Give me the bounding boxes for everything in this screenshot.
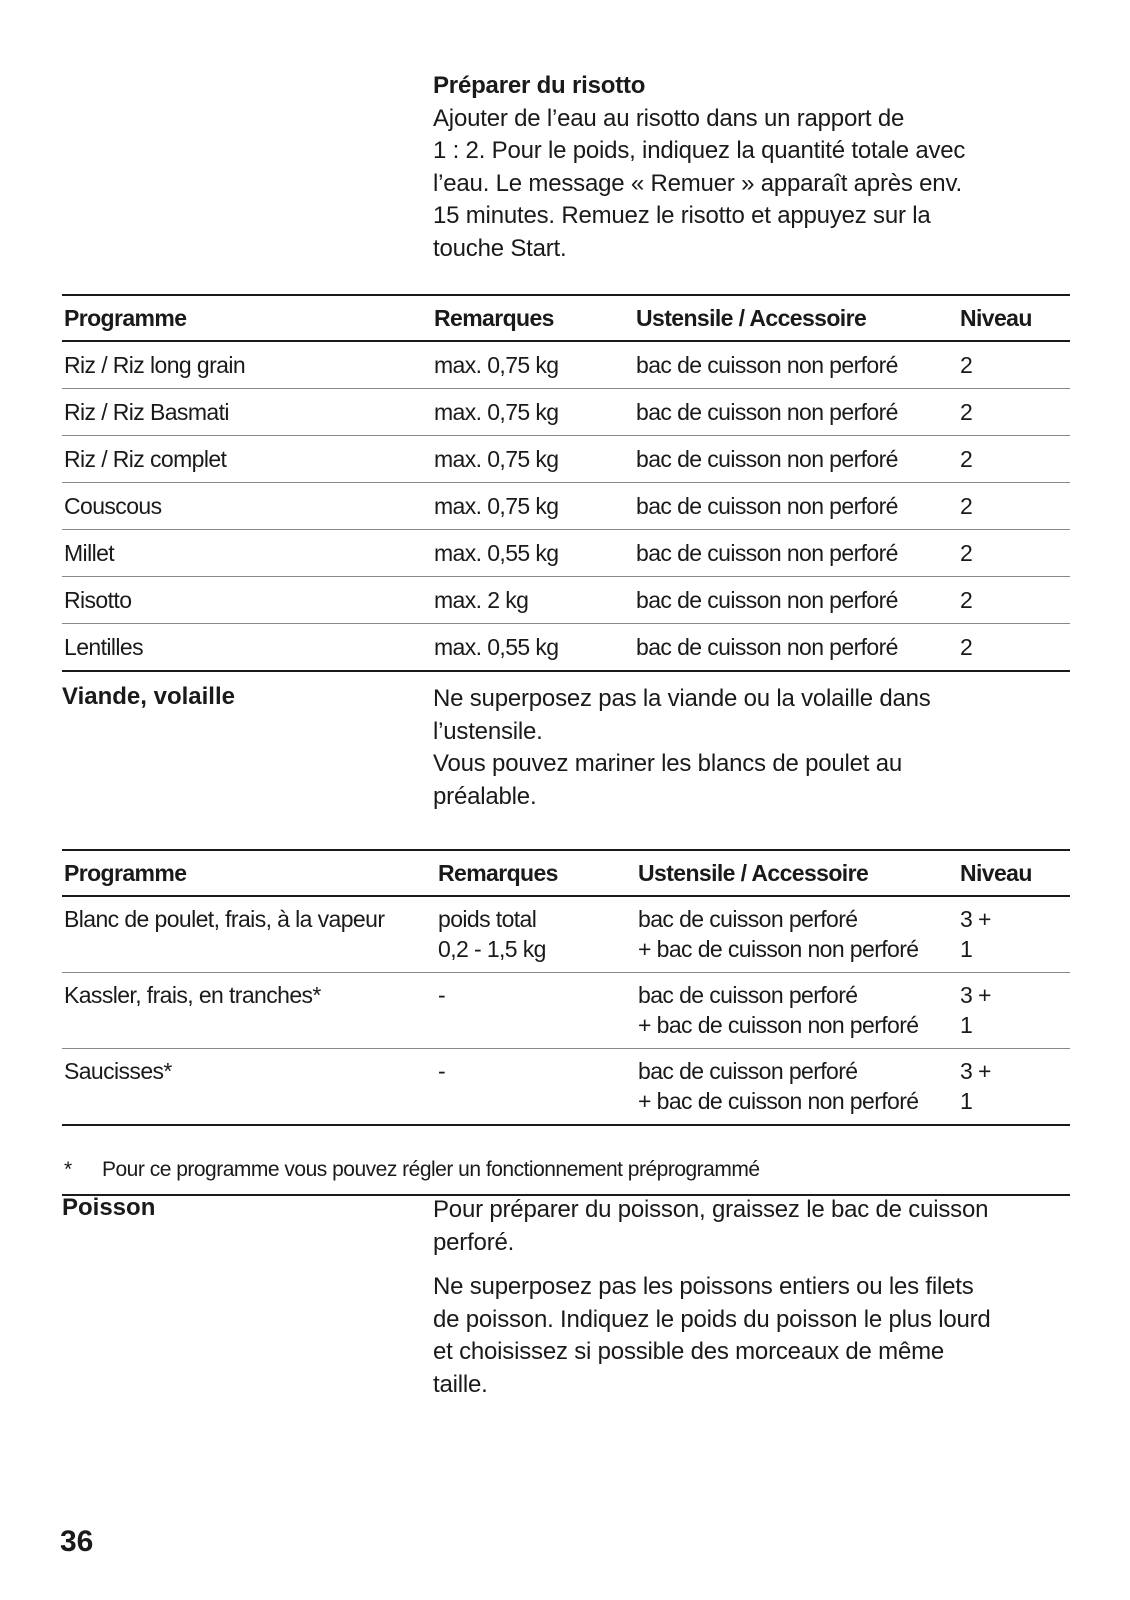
cell-remarques [436,973,636,1049]
cell-remarques: max. 0,75 kg [432,483,634,530]
cell-programme: Risotto [62,577,432,624]
cell-remarques: max. 0,75 kg [432,436,634,483]
cell-ustensile: bac de cuisson non perforé [634,483,958,530]
cell-ustensile: bac de cuisson non perforé [634,436,958,483]
cell-ustensile: bac de cuisson non perforé [634,577,958,624]
table-row [62,1049,1070,1126]
cell-programme: Saucisses* [62,1049,436,1126]
column-header-remarques: Remarques [432,295,634,341]
risotto-line: Ajouter de l’eau au risotto dans un rapport de [433,104,905,132]
cell-niveau: 2 [958,389,1070,436]
cell-line: 1 [960,1088,973,1114]
cell-niveau: 2 [958,483,1070,530]
cell-programme: Kassler, frais, en tranches* [62,973,436,1049]
cell-ustensile [636,896,958,973]
cell-line: 0,2 - 1,5 kg [438,936,546,962]
cell-remarques: max. 0,75 kg [432,341,634,389]
column-header-programme: Programme [62,295,432,341]
cell-line: + bac de cuisson non perforé [638,1012,919,1038]
risotto-line: 15 minutes. Remuez le risotto et appuyez sur la [433,202,931,229]
cell-remarques: max. 2 kg [432,577,634,624]
viande-line: préalable. [433,782,537,810]
cell-line: 1 [960,1012,973,1038]
table-row [62,341,1070,389]
cell-line: 3 + [960,906,991,932]
viande-line: Vous pouvez mariner les blancs de poulet au [433,750,903,777]
cell-ustensile: bac de cuisson non perforé [634,530,958,577]
table-row [62,530,1070,577]
cell-programme: Riz / Riz Basmati [62,389,432,436]
footnote-text: Pour ce programme vous pouvez régler un fonctionnement préprogrammé [102,1158,760,1181]
cell-programme: Couscous [62,483,432,530]
risotto-heading: Préparer du risotto [433,72,646,99]
table-row [62,973,1070,1049]
risotto-section [433,70,1073,265]
column-header-programme: Programme [62,850,436,896]
cell-remarques [436,1049,636,1126]
cell-ustensile [636,973,958,1049]
poisson-line: taille. [433,1370,488,1398]
cell-line: - [438,982,446,1008]
cell-programme: Millet [62,530,432,577]
cell-line: bac de cuisson perforé [638,906,858,932]
table-row [62,624,1070,672]
rice-table [62,294,1070,672]
viande-line: Ne superposez pas la viande ou la volaille dans [433,685,931,712]
cell-ustensile: bac de cuisson non perforé [634,389,958,436]
table-header-row [62,850,1070,896]
cell-programme: Riz / Riz long grain [62,341,432,389]
cell-programme: Riz / Riz complet [62,436,432,483]
column-header-niveau: Niveau [958,295,1070,341]
cell-line: 3 + [960,982,991,1008]
meat-table [62,849,1070,1126]
poisson-line: Pour préparer du poisson, graissez le bac de cuisson [433,1196,989,1223]
page-number: 36 [60,1525,94,1558]
footnote-mark: * [64,1158,72,1181]
cell-line: - [438,1058,446,1084]
section-label-viande: Viande, volaille [62,683,235,710]
poisson-line: perforé. [433,1228,515,1256]
cell-ustensile: bac de cuisson non perforé [634,341,958,389]
poisson-line: et choisissez si possible des morceaux de même [433,1338,945,1365]
risotto-line: touche Start. [433,234,567,262]
viande-line: l’ustensile. [433,717,543,745]
table-row [62,436,1070,483]
section-label-poisson: Poisson [62,1194,156,1221]
cell-niveau [958,1049,1070,1126]
table-row [62,483,1070,530]
cell-line: + bac de cuisson non perforé [638,936,919,962]
cell-line: bac de cuisson perforé [638,1058,858,1084]
cell-programme: Blanc de poulet, frais, à la vapeur [62,896,436,973]
cell-line: 3 + [960,1058,991,1084]
cell-niveau: 2 [958,577,1070,624]
cell-ustensile: bac de cuisson non perforé [634,624,958,672]
poisson-line: Ne superposez pas les poissons entiers ou les filets [433,1273,974,1300]
poisson-notes [433,1194,1073,1401]
risotto-line: 1 : 2. Pour le poids, indiquez la quantité totale avec [433,137,966,164]
table-header-row [62,295,1070,341]
cell-line: bac de cuisson perforé [638,982,858,1008]
column-header-ustensile: Ustensile / Accessoire [636,850,958,896]
column-header-remarques: Remarques [436,850,636,896]
cell-ustensile [636,1049,958,1126]
table-row [62,389,1070,436]
cell-niveau [958,973,1070,1049]
table-footnote [62,1150,1070,1196]
viande-notes [433,683,1073,813]
cell-remarques: max. 0,75 kg [432,389,634,436]
table-row [62,896,1070,973]
cell-programme: Lentilles [62,624,432,672]
poisson-line: de poisson. Indiquez le poids du poisson le plus lourd [433,1305,991,1333]
cell-line: poids total [438,906,537,932]
cell-remarques: max. 0,55 kg [432,530,634,577]
cell-remarques: max. 0,55 kg [432,624,634,672]
cell-niveau: 2 [958,624,1070,672]
column-header-niveau: Niveau [958,850,1070,896]
cell-niveau: 2 [958,436,1070,483]
cell-line: + bac de cuisson non perforé [638,1088,919,1114]
cell-niveau: 2 [958,341,1070,389]
column-header-ustensile: Ustensile / Accessoire [634,295,958,341]
table-row [62,577,1070,624]
risotto-line: l’eau. Le message « Remuer » apparaît après env. [433,169,962,197]
cell-niveau [958,896,1070,973]
cell-niveau: 2 [958,530,1070,577]
cell-remarques [436,896,636,973]
cell-line: 1 [960,936,973,962]
